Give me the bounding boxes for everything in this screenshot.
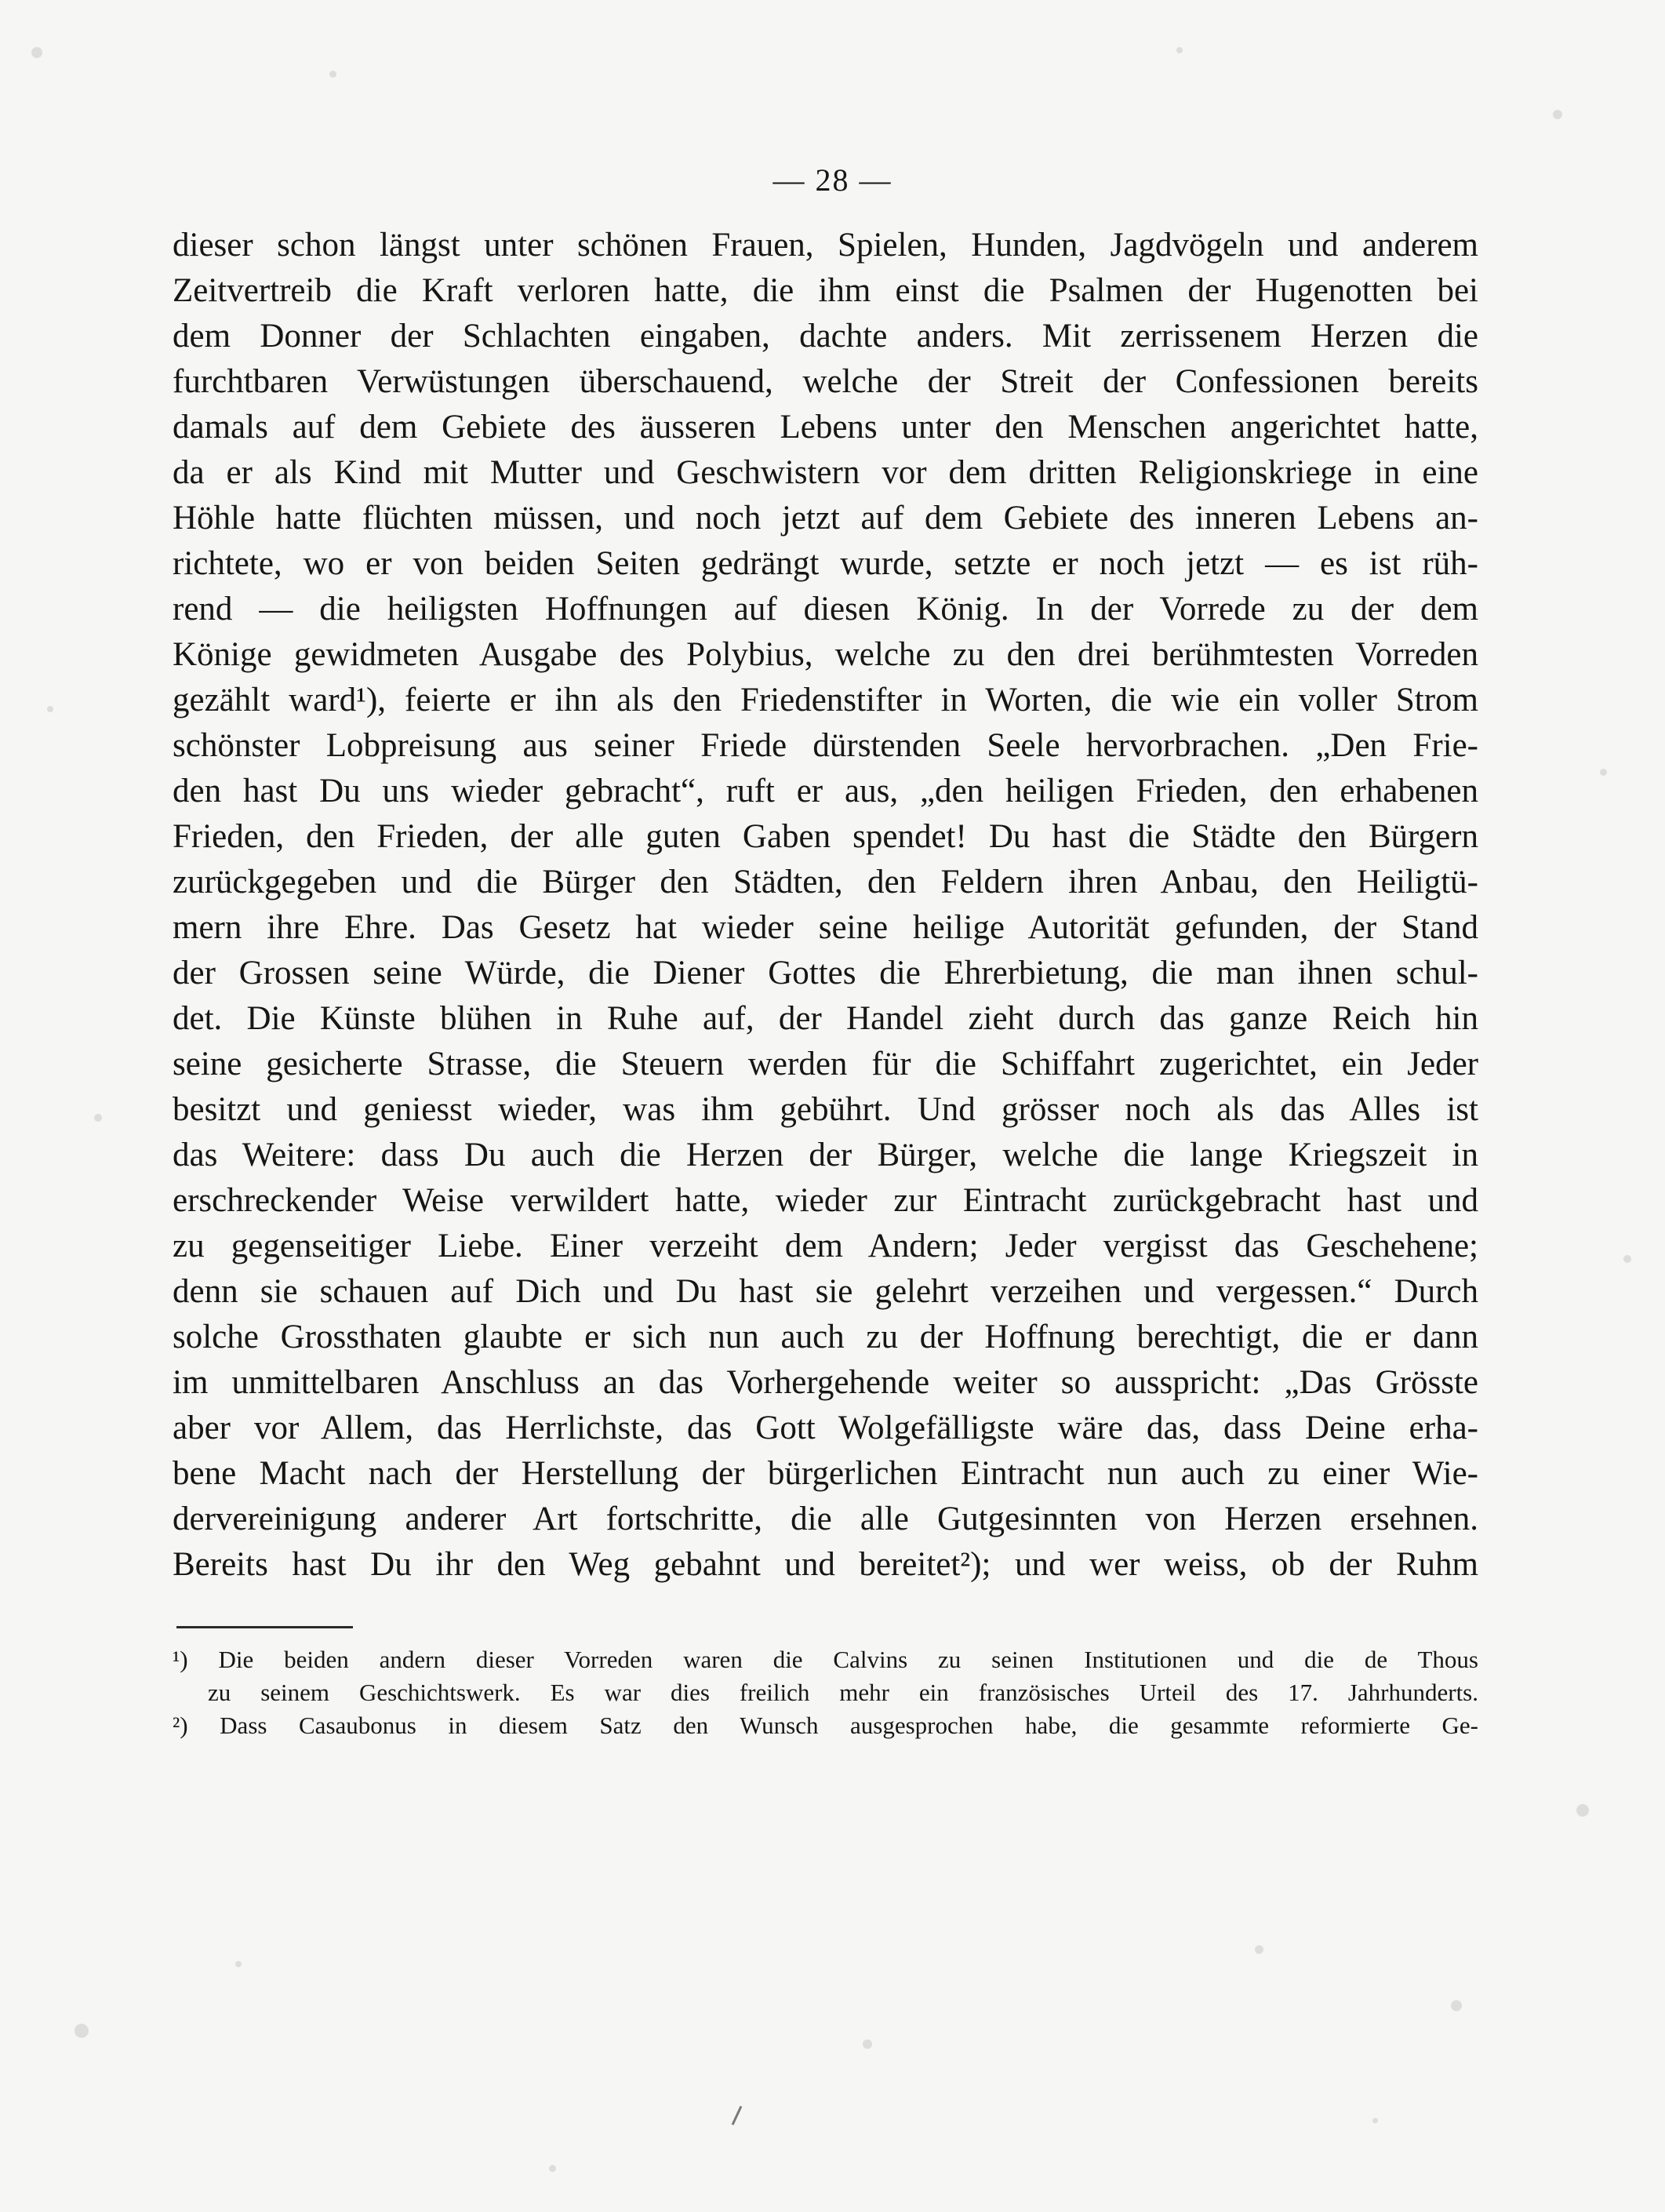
text-line: das Weitere: dass Du auch die Herzen der Bürger, welche die lange Kriegszeit in	[173, 1137, 1478, 1173]
text-line: denn sie schauen auf Dich und Du hast sie gelehrt verzeihen und vergessen.“ Durch	[173, 1273, 1478, 1310]
text-line: zurückgegeben und die Bürger den Städten, den Feldern ihren Anbau, den Heiligtü-	[173, 864, 1478, 900]
text-line: schönster Lobpreisung aus seiner Friede dürstenden Seele hervorbrachen. „Den Frie-	[173, 727, 1478, 764]
footnotes	[173, 1643, 1478, 1742]
paper-speckle	[863, 2039, 872, 2049]
paper-speckle	[31, 47, 42, 58]
text-line: mern ihre Ehre. Das Gesetz hat wieder seine heilige Autorität gefunden, der Stand	[173, 909, 1478, 946]
text-line: Könige gewidmeten Ausgabe des Polybius, welche zu den drei berühmtesten Vorreden	[173, 636, 1478, 673]
body-text	[173, 223, 1478, 1588]
paper-speckle	[1576, 1804, 1589, 1817]
text-line: seine gesicherte Strasse, die Steuern werden für die Schiffahrt zugerichtet, ein Jeder	[173, 1046, 1478, 1082]
paper-speckle	[47, 706, 53, 712]
text-line: der Grossen seine Würde, die Diener Gottes die Ehrerbietung, die man ihnen schul-	[173, 955, 1478, 991]
footnote-line: ¹) Die beiden andern dieser Vorreden waren die Calvins zu seinen Institutionen und die de Thous	[173, 1646, 1478, 1673]
paper-speckle	[75, 2024, 89, 2038]
text-line: zu gegenseitiger Liebe. Einer verzeiht dem Andern; Jeder vergisst das Geschehene;	[173, 1228, 1478, 1264]
paper-speckle	[549, 2165, 556, 2172]
text-line: da er als Kind mit Mutter und Geschwistern vor dem dritten Religionskriege in eine	[173, 454, 1478, 491]
text-line: gezählt ward¹), feierte er ihn als den Friedenstifter in Worten, die wie ein voller Strom	[173, 682, 1478, 719]
paper-speckle	[1255, 1945, 1263, 1954]
paper-speckle	[1176, 47, 1183, 53]
text-line: den hast Du uns wieder gebracht“, ruft er aus, „den heiligen Frieden, den erhabenen	[173, 773, 1478, 809]
text-line: erschreckender Weise verwildert hatte, wieder zur Eintracht zurückgebracht hast und	[173, 1182, 1478, 1219]
text-line: Bereits hast Du ihr den Weg gebahnt und bereitet²); und wer weiss, ob der Ruhm	[173, 1546, 1478, 1583]
footnote-line: zu seinem Geschichtswerk. Es war dies freilich mehr ein französisches Urteil des 17. Jahrhunderts.	[208, 1679, 1478, 1706]
paper-speckle	[1372, 2118, 1378, 2123]
paper-speckle	[1553, 110, 1562, 119]
text-line: Frieden, den Frieden, der alle guten Gaben spendet! Du hast die Städte den Bürgern	[173, 818, 1478, 855]
text-line: dem Donner der Schlachten eingaben, dachte anders. Mit zerrissenem Herzen die	[173, 318, 1478, 355]
paper-speckle	[235, 1961, 242, 1967]
text-line: det. Die Künste blühen in Ruhe auf, der Handel zieht durch das ganze Reich hin	[173, 1000, 1478, 1037]
text-line: rend — die heiligsten Hoffnungen auf diesen König. In der Vorrede zu der dem	[173, 591, 1478, 628]
text-line: solche Grossthaten glaubte er sich nun auch zu der Hoffnung berechtigt, die er dann	[173, 1319, 1478, 1355]
paper-speckle	[1623, 1255, 1631, 1263]
text-line: furchtbaren Verwüstungen überschauend, welche der Streit der Confessionen bereits	[173, 363, 1478, 400]
paper-speckle	[1600, 769, 1607, 776]
text-line: richtete, wo er von beiden Seiten gedrängt wurde, setzte er noch jetzt — es ist rüh-	[173, 545, 1478, 582]
text-line: besitzt und geniesst wieder, was ihm gebührt. Und grösser noch als das Alles ist	[173, 1091, 1478, 1128]
text-line: damals auf dem Gebiete des äusseren Lebens unter den Menschen angerichtet hatte,	[173, 409, 1478, 446]
text-line: im unmittelbaren Anschluss an das Vorhergehende weiter so ausspricht: „Das Grösste	[173, 1364, 1478, 1401]
paper-speckle	[94, 1114, 102, 1122]
page-number: — 28 —	[773, 162, 892, 198]
footnote-rule	[176, 1626, 353, 1628]
paper-speckle	[1451, 2000, 1462, 2011]
text-line: Höhle hatte flüchten müssen, und noch jetzt auf dem Gebiete des inneren Lebens an-	[173, 500, 1478, 537]
text-line: dervereinigung anderer Art fortschritte, die alle Gutgesinnten von Herzen ersehnen.	[173, 1501, 1478, 1537]
text-line: bene Macht nach der Herstellung der bürgerlichen Eintracht nun auch zu einer Wie-	[173, 1455, 1478, 1492]
paper-speckle	[329, 71, 336, 78]
text-line: Zeitvertreib die Kraft verloren hatte, die ihm einst die Psalmen der Hugenotten bei	[173, 272, 1478, 309]
text-line: dieser schon längst unter schönen Frauen, Spielen, Hunden, Jagdvögeln und anderem	[173, 227, 1478, 264]
stray-ink-mark	[732, 2106, 743, 2126]
footnote-line: ²) Dass Casaubonus in diesem Satz den Wunsch ausgesprochen habe, die gesammte reformierte Ge-	[173, 1712, 1478, 1739]
text-line: aber vor Allem, das Herrlichste, das Gott Wolgefälligste wäre das, dass Deine erha-	[173, 1410, 1478, 1446]
